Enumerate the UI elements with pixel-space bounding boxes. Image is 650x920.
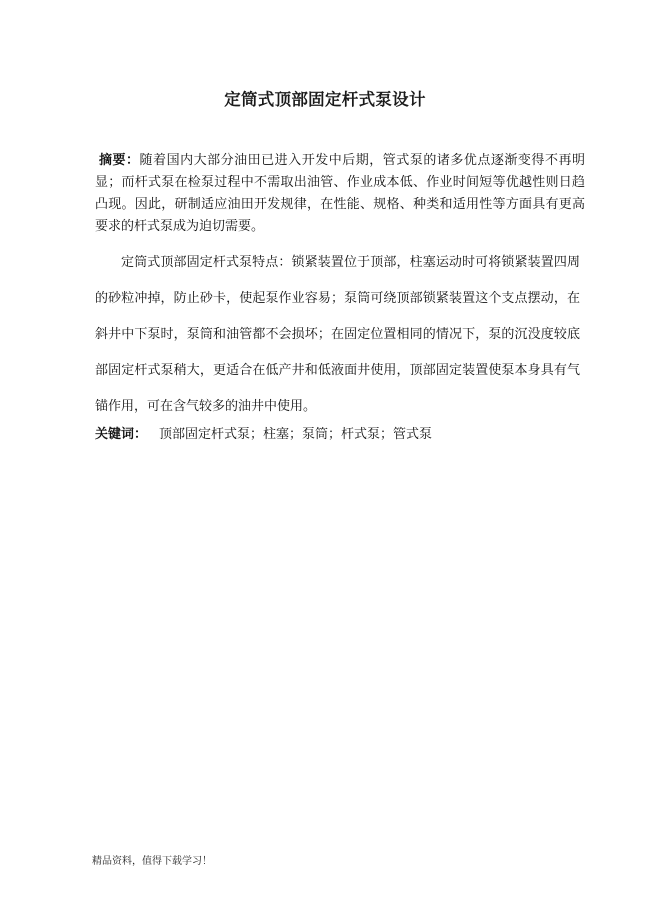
features-paragraph: 定筒式顶部固定杆式泵特点：锁紧装置位于顶部，柱塞运动时可将锁紧装置四周的砂粒冲掉，防止砂卡，使起泵作业容易；泵筒可绕顶部锁紧装置这个支点摆动，在斜井中下泵时，泵筒和油管都不会损坏；在固定位置相同的情况下，泵的沉没度较底部固定杆式泵稍大，更适合在低产井和低液面井使用，顶部固定装置使泵本身具有气锚作用，可在含气较多的油井中使用。: [95, 255, 580, 414]
abstract-paragraph: [95, 150, 585, 238]
document-title: 定筒式顶部固定杆式泵设计: [224, 90, 426, 109]
keywords-text: 顶部固定杆式泵；柱塞；泵筒；杆式泵；管式泵: [159, 427, 433, 442]
keywords-label: 关键词：: [95, 427, 148, 442]
abstract-label: 摘要：: [99, 153, 140, 168]
abstract-text: 随着国内大部分油田已进入开发中后期，管式泵的诸多优点逐渐变得不再明显；而杆式泵在检泵过程中不需取出油管、作业成本低、作业时间短等优越性则日趋凸现。因此，研制适应油田开发规律，在性能、规格、种类和适用性等方面具有更高要求的杆式泵成为迫切需要。: [95, 153, 585, 234]
keywords-line: [95, 424, 585, 446]
footer-note: 精品资料，值得下载学习！: [92, 856, 212, 867]
